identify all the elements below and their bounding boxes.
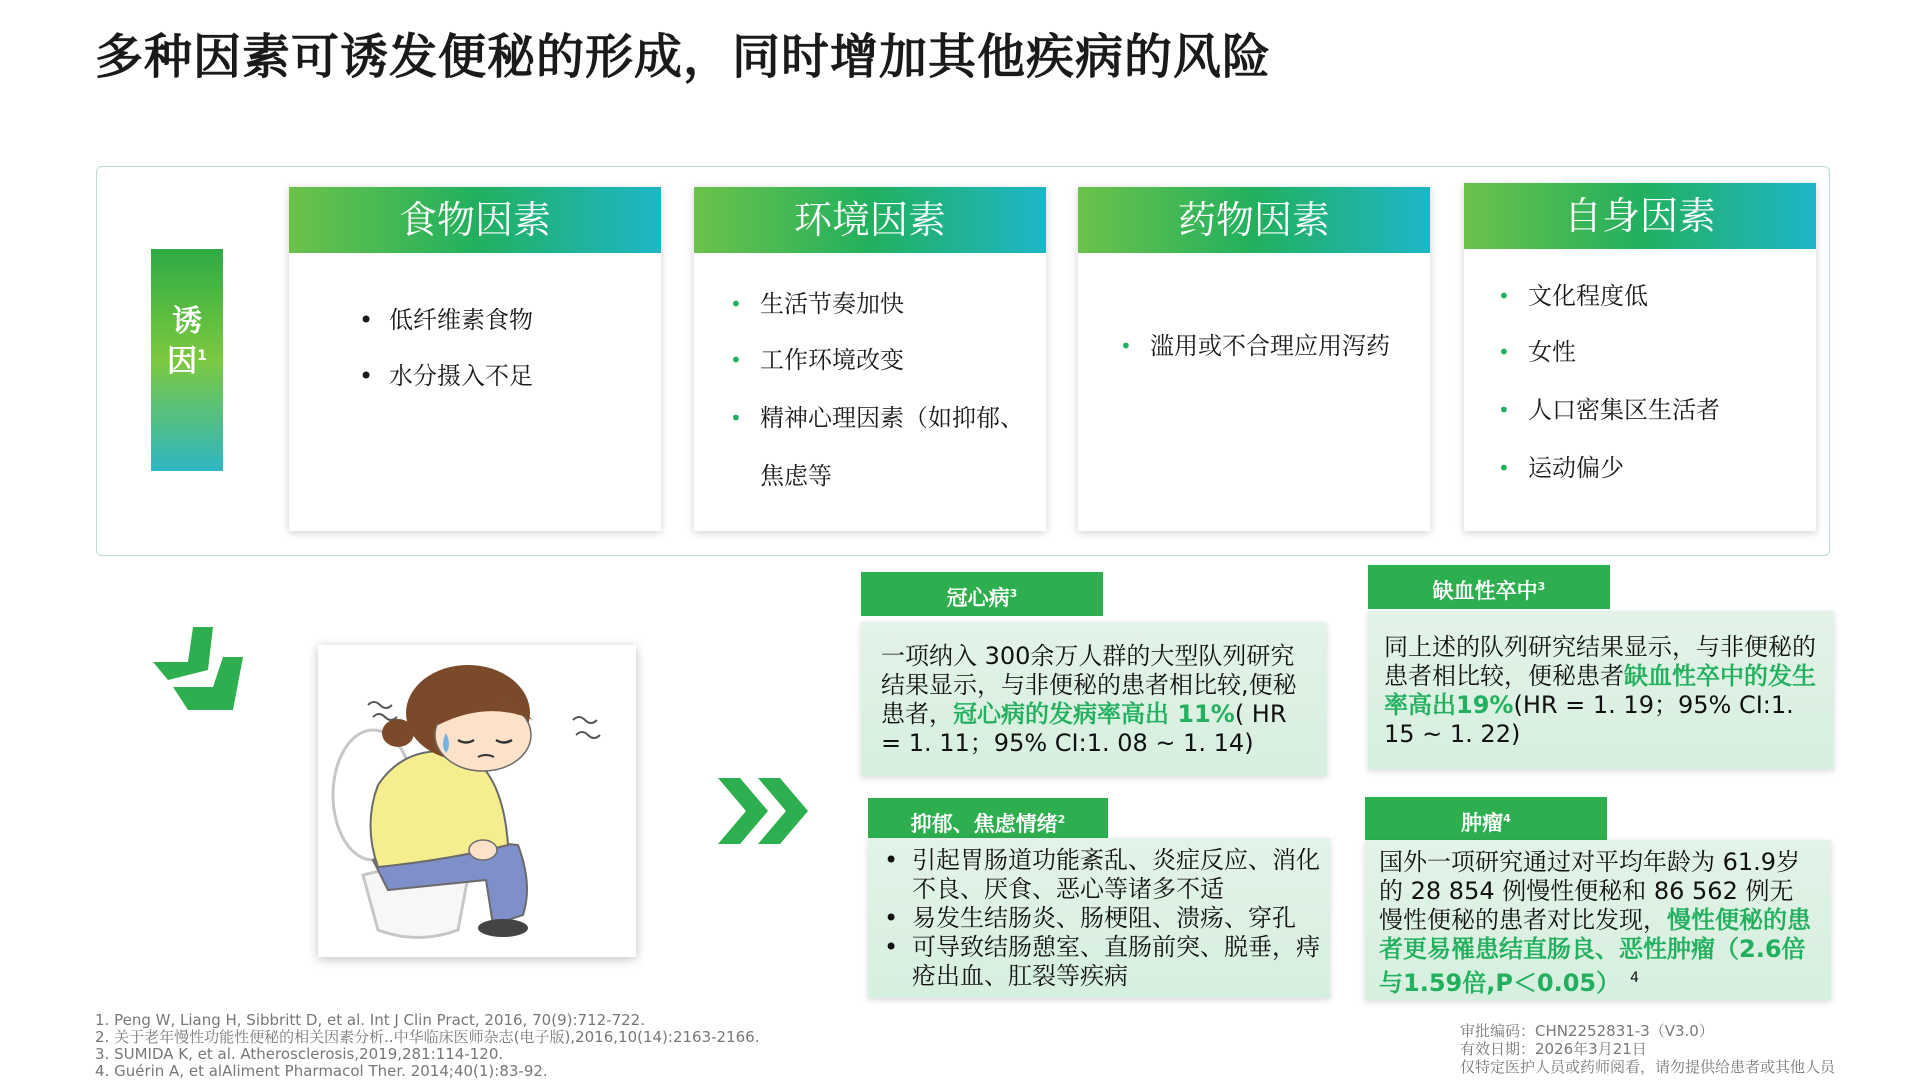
risk-title-tumor: 肿瘤$^4$ [1365,797,1607,841]
factor-item: • 水分摄入不足 [359,362,533,390]
factor-item: • 滥用或不合理应用泻药 [1120,332,1390,360]
constipation-illustration [318,645,636,957]
reference-item: 2. 关于老年慢性功能性便秘的相关因素分析..中华临床医师杂志(电子版),2016,10(14):2163-2166. [95,1028,760,1046]
approval-code: 审批编码：CHN2252831-3（V3.0） [1460,1022,1714,1040]
factor-item: • 运动偏少 [1498,454,1624,482]
risk-item: • 引起胃肠道功能紊乱、炎症反应、消化不良、厌食、恶心等诸多不适 [884,846,1320,903]
factor-item: • 工作环境改变 [730,346,904,374]
risk-highlight: 慢性便秘的患者更易罹患结直肠良、恶性肿瘤（2.6倍与1.59倍,P＜0.05） [1379,906,1811,997]
toilet-constipation-illustration [318,645,636,957]
risk-title-stroke: 缺血性卒中$^3$ [1368,565,1610,609]
inducer-label [151,305,223,379]
factor-item: • 低纤维素食物 [359,306,533,334]
page-title: 多种因素可诱发便秘的形成，同时增加其他疾病的风险 [95,29,1272,85]
factor-card-self [1464,183,1816,531]
risk-box-tumor [1365,840,1831,1000]
factor-title: 自身因素 [1464,183,1816,249]
risk-box-chd [861,622,1327,776]
risk-box-stroke [1368,611,1834,769]
factor-item: • 女性 [1498,338,1576,366]
risk-title-depression: 抑郁、焦虑情绪$^2$ [868,798,1108,842]
risk-text: 同上述的队列研究结果显示，与非便秘的患者相比较，便秘患者 [1384,633,1816,690]
factor-title: 食物因素 [289,187,661,253]
factor-item: • 人口密集区生活者 [1498,396,1720,424]
factor-card-drugs [1078,187,1430,531]
factor-item: • 文化程度低 [1498,282,1648,310]
approval-note: 仅特定医护人员或药师阅看，请勿提供给患者或其他人员 [1460,1058,1836,1076]
factor-title: 药物因素 [1078,187,1430,253]
inducer-char-2: 因$^1$ [167,344,207,379]
risk-box-depression [868,838,1330,998]
risk-item: • 易发生结肠炎、肠梗阻、溃疡、穿孔 [884,904,1296,932]
reference-item: 4. Guérin A, et alAliment Pharmacol Ther. 2014;40(1):83-92. [95,1062,548,1080]
risk-text: 国外一项研究通过对平均年龄为 61.9岁的 28 854 例慢性便秘和 86 562 例无慢性便秘的患者对比发现， [1379,848,1801,934]
factor-title: 环境因素 [694,187,1046,253]
factor-item: • 精神心理因素（如抑郁、 [730,404,1024,432]
risk-text: 一项纳入 300余万人群的大型队列研究结果显示，与非便秘的患者相比较,便秘患者， [881,642,1297,728]
double-chevron-down-icon [148,622,248,722]
factor-card-food [289,187,661,531]
risk-item: • 可导致结肠憩室、直肠前突、脱垂，痔疮出血、肛裂等疾病 [884,933,1320,990]
inducer-char-1: 诱 [172,304,202,339]
risk-highlight: 冠心病的发病率高出 11% [953,700,1235,728]
approval-date: 有效日期：2026年3月21日 [1460,1040,1647,1058]
factor-item: • 生活节奏加快 [730,290,904,318]
reference-item: 3. SUMIDA K, et al. Atherosclerosis,2019,281:114-120. [95,1045,504,1063]
risk-title-chd: 冠心病$^3$ [861,572,1103,616]
approval-info [1460,1022,1835,1076]
risk-ref: 4 [1630,970,1640,986]
factor-item: 焦虑等 [760,462,832,490]
risk-highlight: 缺血性卒中的发生率高出19% [1384,662,1816,719]
inducer-ref: 1 [197,348,207,364]
risk-stat: (HR = 1. 19；95% CI:1. 15 ~ 1. 22) [1384,691,1794,748]
risk-stat: ( HR = 1. 11；95% CI:1. 08 ~ 1. 14) [881,700,1287,757]
factor-card-environment [694,187,1046,531]
double-chevron-right-icon [718,778,814,844]
references [95,1012,760,1080]
reference-item: 1. Peng W, Liang H, Sibbritt D, et al. Int J Clin Pract, 2016, 70(9):712-722. [95,1011,645,1029]
